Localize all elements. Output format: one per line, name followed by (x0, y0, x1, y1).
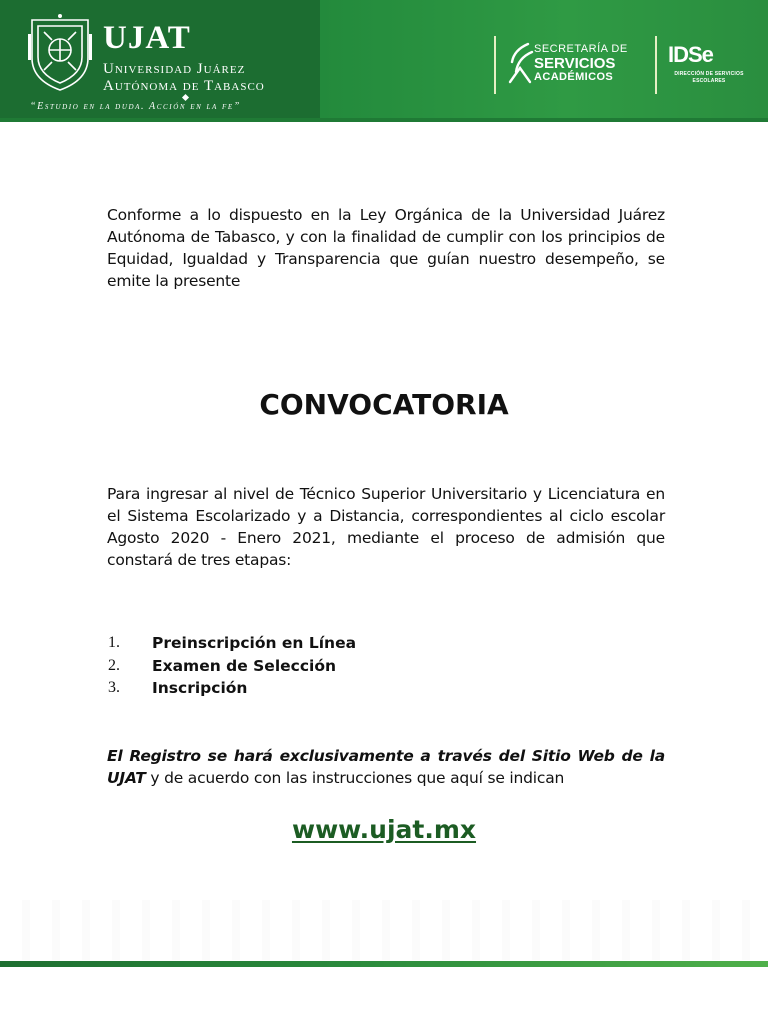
dse-logo (668, 44, 713, 66)
intro-paragraph: Conforme a lo dispuesto en la Ley Orgánica de la Universidad Juárez Autónoma de Tabasco, y con la finalidad de cumplir con los principios de Equidad, Igualdad y Transparencia que guían nuestro desempeño, se emite la presente (107, 206, 665, 290)
step-label: Preinscripción en Línea (152, 634, 357, 652)
list-item (108, 679, 508, 702)
secretaria-line1: SECRETARÍA DE (534, 43, 628, 55)
university-name-line2: Autónoma de Tabasco (103, 78, 265, 94)
secretaria-line3: ACADÉMICOS (534, 71, 614, 83)
page-title: CONVOCATORIA (259, 388, 509, 421)
step-label: Inscripción (152, 679, 248, 697)
registration-emphasis: El Registro se hará exclusivamente a través del Sitio Web de la UJAT (107, 747, 665, 787)
header-divider (655, 36, 657, 94)
footer-watermark (0, 900, 768, 960)
step-label: Examen de Selección (152, 656, 337, 675)
brand-title: UJAT (103, 20, 191, 56)
list-item (108, 634, 508, 657)
steps-list (108, 634, 508, 702)
dse-logo-text: IDSe (668, 42, 713, 67)
header-banner (0, 0, 768, 122)
university-motto: “Estudio en la duda. Acción en la fe” (30, 101, 241, 112)
list-item (108, 657, 508, 680)
university-crest-icon (26, 14, 94, 94)
step-number: 1. (108, 634, 120, 651)
step-number: 3. (108, 679, 120, 696)
purpose-paragraph: Para ingresar al nivel de Técnico Superior Universitario y Licenciatura en el Sistema Escolarizado y a Distancia, correspondientes al ciclo escolar Agosto 2020 - Enero 2021, mediante el proceso de admisión que constará de tres etapas: (107, 485, 665, 569)
footer-line (0, 961, 768, 967)
header-bottom-border (0, 118, 768, 122)
university-name-line1: Universidad Juárez (103, 61, 246, 77)
dse-subtitle: DIRECCIÓN DE SERVICIOS ESCOLARES (674, 71, 744, 84)
registration-rest: y de acuerdo con las instrucciones que aquí se indican (145, 769, 565, 787)
header-divider (494, 36, 496, 94)
registration-note (107, 745, 665, 789)
step-number: 2. (108, 656, 120, 674)
website-link[interactable]: www.ujat.mx (291, 815, 477, 844)
secretaria-line2: SERVICIOS (534, 55, 616, 72)
